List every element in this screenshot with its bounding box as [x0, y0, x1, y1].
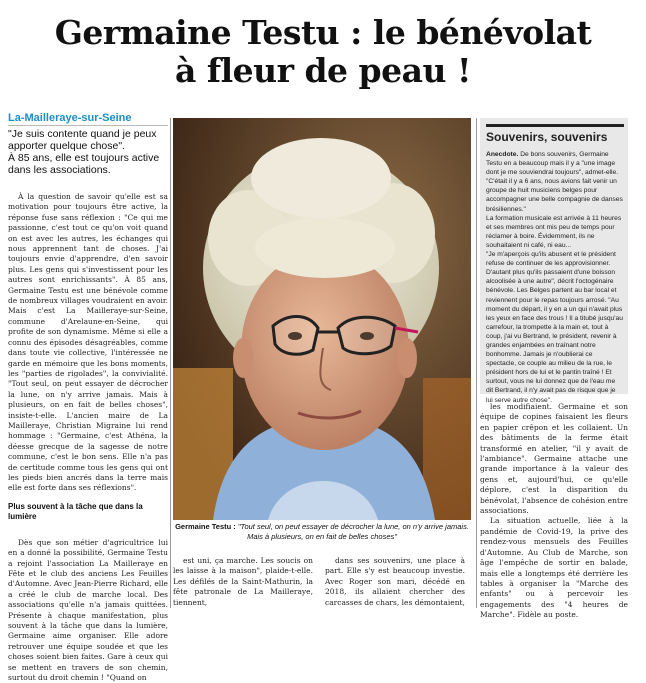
column-divider [476, 118, 477, 608]
article-headline [0, 14, 646, 90]
left-paragraph: À la question de savoir qu'elle est sa motivation pour toujours être active, la réponse fuse sans réflexion : "Ce qui me passionne, c'est tout ce qu'on voit quand on est avec les autres, les échanges qui nous apprennent tant de choses. J'ai toujours envie d'apprendre, d'en savoir plus. Les gens qui s'investissent pour les autres sont enrichissants". À 85 ans, Germaine Testu est une bénévole comme de nombreux villages voudraient en avoir. Mais c'est La Mailleraye-sur-Seine, commune d'Arelaune-en-Seine, qui profite de son dynamisme. Même si elle a connu des épisodes désagréables, comme dans toute vie collective, l'intéressée ne garde en mémoire que les bons moments, les "parties de rigolades", la convivialité. "Tout seul, on peut essayer de décrocher la lune, on n'y arrive jamais. Mais à plusieurs, on en fait de belles choses", insiste-t-elle. L'ancien maire de La Mailleraye, Christian Migraine lui rend hommage : "Germaine, c'est Athéna, la déesse grecque de la sagesse de notre commune, c'est le bon sens. Elle n'a pas de certitude comme tous les gens qui ont les pieds bien ancrés dans la terre mais elle est forte dans ses réflexions". [8, 192, 168, 493]
location-kicker: La-Mailleraye-sur-Seine [8, 112, 168, 126]
portrait-illustration [173, 118, 471, 520]
left-column [8, 112, 168, 683]
photo-caption [173, 522, 471, 542]
sidebar-paragraph-3: "Je m'aperçois qu'ils abusent et le président refuse de continuer de les approvisionner. D'autant plus qu'ils passaient d'une boisson alcoolisée à une autre", décrit l'octogénaire bénévole. Les Belges partent au bar local et reviennent pour le repas toujours arrosé. "Au moment du départ, il y en a un qui n'avait plus les yeux en face des trous ! Il a titubé jusqu'au carrefour, la trompette à la main et, tout à coup, j'ai vu Bertrand, le président, revenir à grandes enjambées en traînant notre bonhomme. Jamais je n'oublierai ce spectacle, ce couple au milieu de la rue, le président hors de lui et le pantin traîné ! Et surtout, vous ne lui donnez que de l'eau me dit Bertrand, il n'y avait pas de risque que je lui serve autre chose". [486, 251, 623, 404]
headline-line-2: à fleur de peau ! [175, 51, 471, 90]
right-paragraph: les modifiaient. Germaine et son équipe de copines faisaient les fleurs en papier crêpon et les collaient. Un des bâtiments de la ferme était transformé en atelier, "il y avait de l'ambiance". Germaine attache une grande importance à la valeur des gens et, aujourd'hui, ce qu'elle déplore, c'est la disparition du bénévolat, l'absence de cohésion entre associations. [480, 402, 628, 516]
lead-line-1: "Je suis contente quand je peux apporter quelque chose". [8, 128, 157, 152]
sidebar-paragraph-1 [486, 150, 624, 214]
sidebar-text [486, 150, 624, 405]
portrait-photo [173, 118, 471, 520]
lead-line-2: À 85 ans, elle est toujours active dans les associations. [8, 152, 160, 176]
left-paragraph: Dès que son métier d'agricultrice lui en a donné la possibilité, Germaine Testu a rejoint l'association La Mailleraye en Fête et le club des anciens Les Feuilles d'Automne. Avec Jean-Pierre Richard, elle a créé le club de marche local. Des associations qu'elle n'a jamais quittées. Présente à chaque manifestation, plus souvent à la tâche que dans la lumière, Germaine aime organiser. Elle adore retrouver une équipe soudée et que les choses soient bien faites. Gare à ceux qui se mettent en travers de son chemin, surtout du droit chemin ! "Quand on [8, 537, 168, 683]
sidebar-box [480, 118, 628, 404]
section-subhead: Plus souvent à la tâche que dans la lumière [8, 501, 143, 521]
center-paragraph-a: est uni, ça marche. Les soucis on les laisse à la maison", plaide-t-elle. Les défilés de la Saint-Mathurin, la fête patronale de La Mailleraye, tiennent, [173, 556, 313, 607]
sidebar-p1: De bons souvenirs, Germaine Testu en a beaucoup mais il y a "une image dont je me souviendrai toujours", admet-elle. "C'était il y a 6 ans, nous avions fait venir un groupe de huit musiciens belges pour accompagner une belle compagnie de danses brésiliennes." [486, 151, 623, 213]
right-body-text [480, 402, 628, 621]
caption-quote: "Tout seul, on peut essayer de décrocher la lune, on n'y arrive jamais. Mais à plusieurs, on en fait de belles choses" [237, 522, 469, 541]
right-paragraph: La situation actuelle, liée à la pandémie de Covid-19, la prive des rendez-vous mensuels des Feuilles d'Automne. Au Club de Marche, son âge l'empêche de sortir en balade, mais elle a longtemps été derrière les tables à organiser la "Marche des enfants" ou à percevoir les engagements des "4 heures de Marche". Fidèle au poste. [480, 516, 628, 620]
column-divider [170, 118, 171, 608]
center-column-b [325, 556, 465, 608]
sidebar-title: Souvenirs, souvenirs [486, 124, 624, 144]
left-body-text [8, 192, 168, 494]
lead-summary [8, 128, 168, 176]
right-column [480, 402, 628, 620]
center-bottom-columns [173, 556, 471, 608]
center-column-a [173, 556, 313, 608]
caption-name: Germaine Testu : [175, 522, 236, 531]
center-paragraph-b: dans ses souvenirs, une place à part. Elle s'y est beaucoup investie. Avec Roger son mari, décédé en 2018, ils allaient chercher des carcasses de chars, les démontaient, [325, 556, 465, 607]
headline-line-1: Germaine Testu : le bénévolat [54, 13, 592, 52]
sidebar-paragraph-2: La formation musicale est arrivée à 11 heures et ses membres ont mis peu de temps pour réclamer à boire. Évidemment, ils ne souhaitaient ni café, ni eau... [486, 214, 622, 249]
left-body-text-2 [8, 538, 168, 683]
sidebar-label: Anecdote. [486, 151, 519, 158]
